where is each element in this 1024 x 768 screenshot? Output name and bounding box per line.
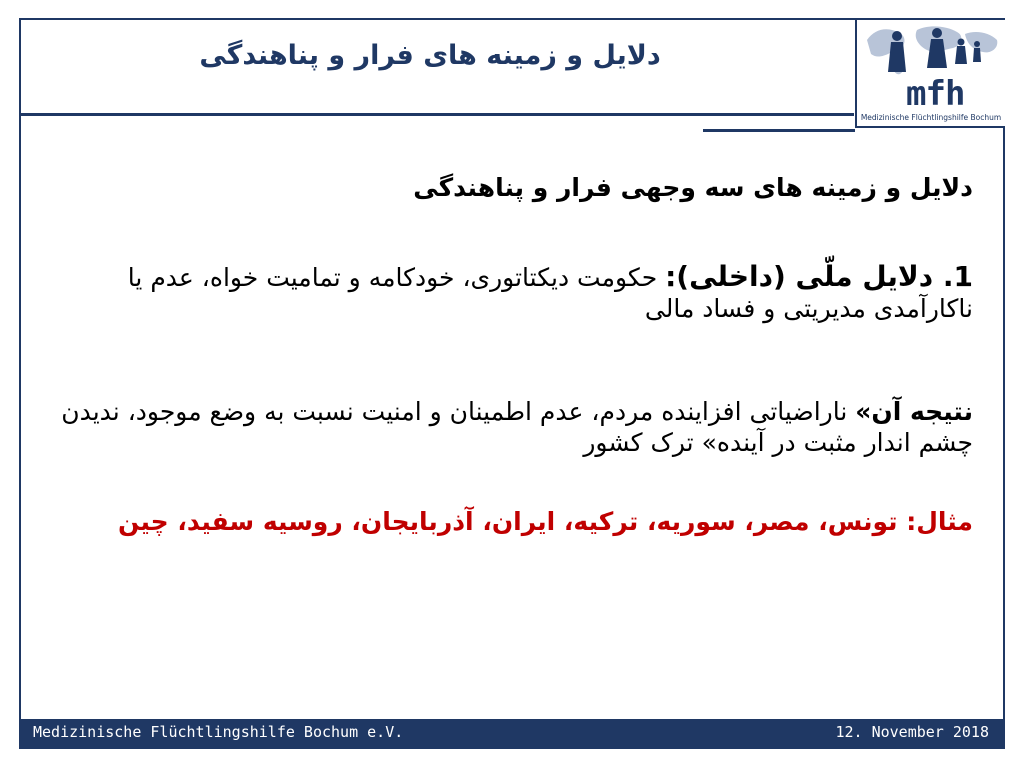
- footer-date: 12. November 2018: [835, 723, 989, 741]
- result-label: نتیجه آن»: [855, 397, 973, 426]
- point-1-text: حکومت دیکتاتوری، خودکامه و تمامیت خواه، عدم یا ناکارآمدی مدیریتی و فساد مالی: [127, 263, 973, 323]
- point-1: [40, 261, 973, 324]
- footer-organization: Medizinische Flüchtlingshilfe Bochum e.V.: [33, 723, 404, 741]
- footer-bar: [21, 719, 1003, 747]
- logo-subtitle: Medizinische Flüchtlingshilfe Bochum: [860, 113, 1002, 122]
- example-paragraph: مثال: تونس، مصر، سوریه، ترکیه، ایران، آذربایجان، روسیه سفید، چین: [117, 507, 973, 536]
- slide-title: دلایل و زمینه های فرار و پناهندگی: [199, 40, 661, 71]
- point-1-label: 1. دلایل ملّی (داخلی):: [665, 260, 973, 293]
- family-icon: [857, 20, 1003, 80]
- result-text: ناراضیاتی افزاینده مردم، عدم اطمینان و امنیت نسبت به وضع موجود، ندیدن چشم اندار مثبت در آینده» ترک کشور: [61, 397, 973, 457]
- result-paragraph: [40, 396, 973, 458]
- logo-wordmark: mfh: [906, 74, 965, 114]
- slide-content: [40, 172, 973, 537]
- title-divider: [21, 113, 854, 116]
- logo-divider: [703, 129, 855, 132]
- content-heading: دلایل و زمینه های سه وجهی فرار و پناهندگی: [413, 173, 973, 202]
